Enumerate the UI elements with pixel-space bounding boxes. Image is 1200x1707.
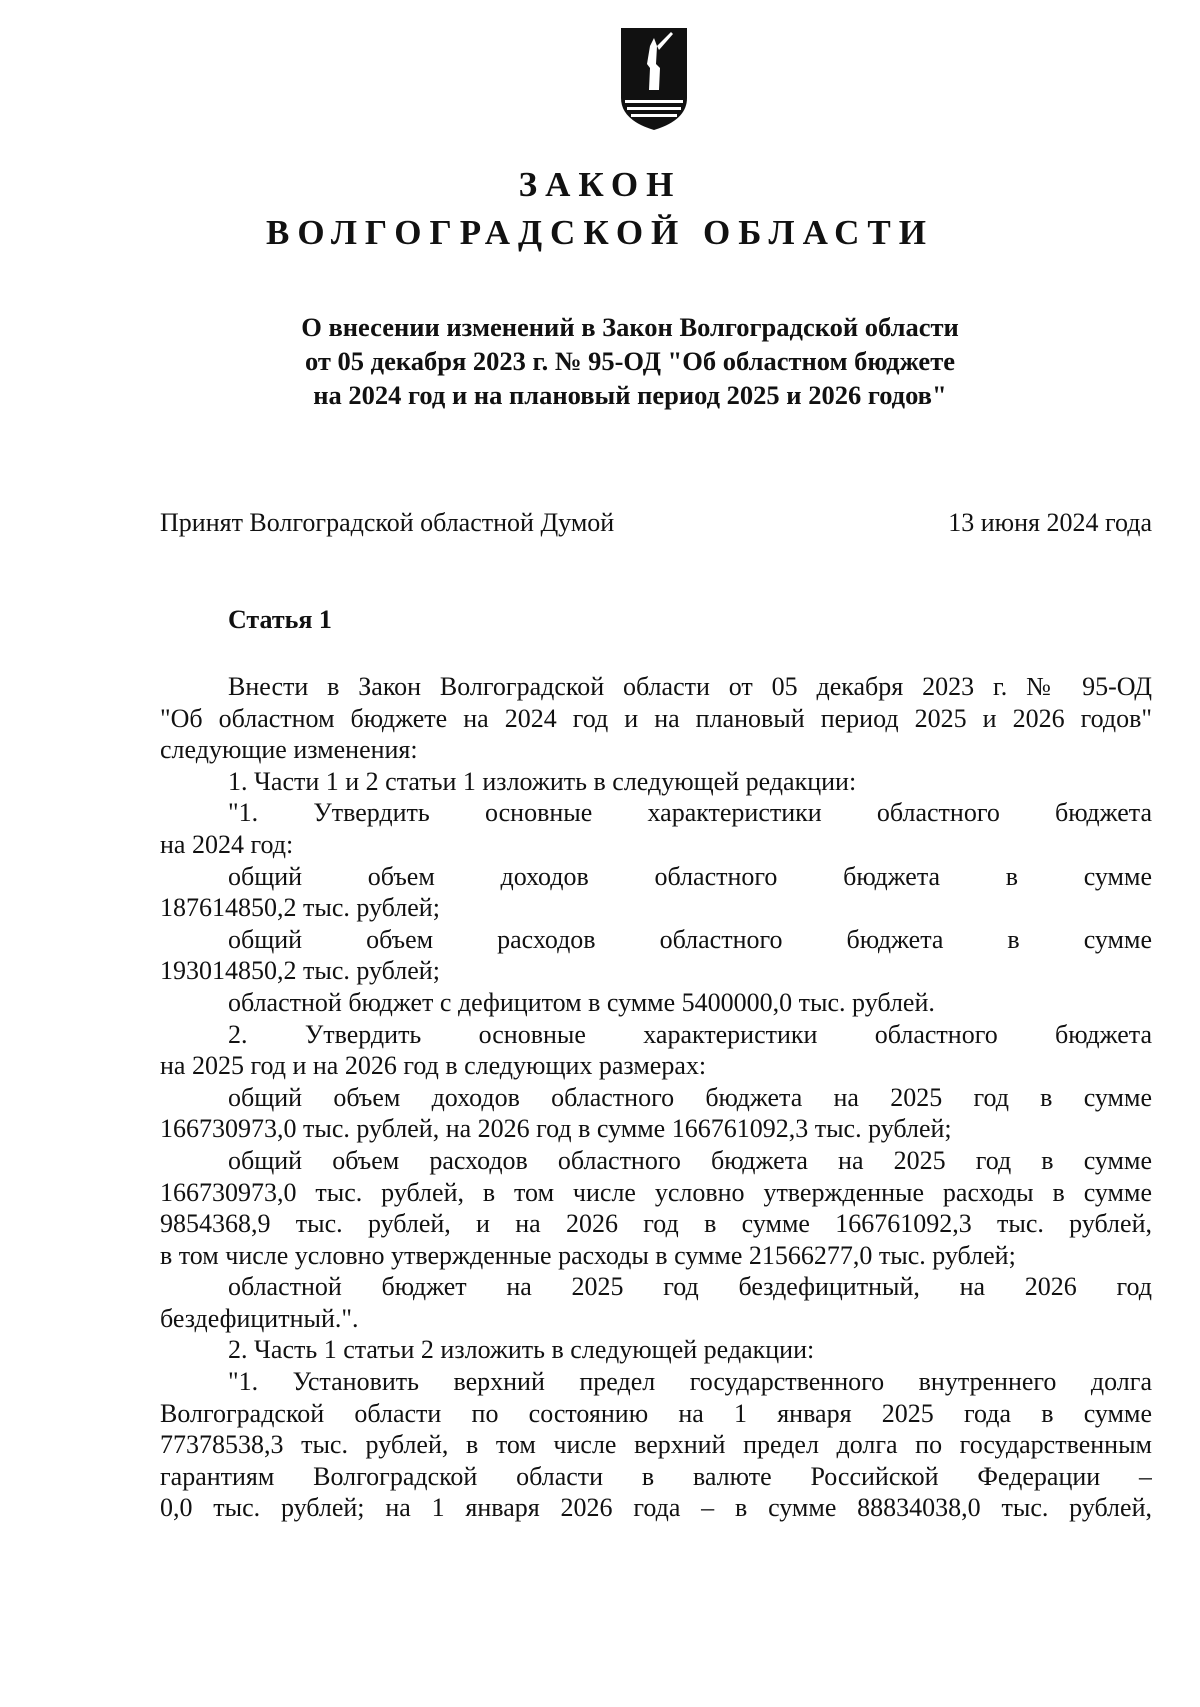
law-region: ВОЛГОГРАДСКОЙ ОБЛАСТИ — [266, 213, 934, 252]
text-line: общий объем расходов областного бюджета в сумме — [228, 924, 1152, 954]
text-line: 1. Части 1 и 2 статьи 1 изложить в следующей редакции: — [228, 766, 857, 796]
text-line: 2. Утвердить основные характеристики областного бюджета — [228, 1019, 1152, 1049]
subject-line: О внесении изменений в Закон Волгоградской области — [301, 312, 959, 342]
article-heading: Статья 1 — [228, 605, 332, 634]
text-line: 2. Часть 1 статьи 2 изложить в следующей редакции: — [228, 1335, 815, 1365]
subject-line: на 2024 год и на плановый период 2025 и 2026 годов" — [313, 380, 947, 410]
text-line: областной бюджет на 2025 год бездефицитный, на 2026 год — [228, 1272, 1152, 1302]
text-line: областной бюджет с дефицитом в сумме 5400000,0 тыс. рублей. — [228, 987, 935, 1017]
text-line: 187614850,2 тыс. рублей; — [160, 893, 440, 923]
text-line: общий объем расходов областного бюджета на 2025 год в сумме — [228, 1145, 1152, 1175]
text-line: следующие изменения: — [160, 735, 418, 765]
adoption-text: Принят Волгоградской областной Думой — [160, 508, 615, 537]
text-line: общий объем доходов областного бюджета в сумме — [228, 861, 1152, 891]
text-line: "1. Установить верхний предел государственного внутреннего долга — [228, 1367, 1152, 1397]
text-line: бездефицитный.". — [160, 1303, 359, 1333]
adoption-date: 13 июня 2024 года — [948, 508, 1152, 537]
text-line: 193014850,2 тыс. рублей; — [160, 956, 440, 986]
text-line: Внести в Закон Волгоградской области от 05 декабря 2023 г. № 95-ОД — [228, 672, 1152, 701]
text-line: Волгоградской области по состоянию на 1 января 2025 года в сумме — [160, 1398, 1152, 1428]
text-line: "Об областном бюджете на 2024 год и на плановый период 2025 и 2026 годов" — [160, 703, 1152, 733]
text-line: 77378538,3 тыс. рублей, в том числе верхний предел долга по государственным — [160, 1430, 1152, 1460]
coat-of-arms-icon — [617, 24, 691, 134]
text-line: 9854368,9 тыс. рублей, и на 2026 год в сумме 166761092,3 тыс. рублей, — [160, 1209, 1152, 1239]
text-line: "1. Утвердить основные характеристики областного бюджета — [228, 798, 1152, 828]
text-line: гарантиям Волгоградской области в валюте Российской Федерации – — [160, 1461, 1152, 1491]
text-line: 166730973,0 тыс. рублей, в том числе условно утвержденные расходы в сумме — [160, 1177, 1152, 1207]
text-line: в том числе условно утвержденные расходы в сумме 21566277,0 тыс. рублей; — [160, 1240, 1016, 1270]
article-body — [160, 671, 1152, 1524]
law-subject — [240, 310, 1020, 412]
law-title: ЗАКОН — [518, 165, 682, 204]
text-line: 0,0 тыс. рублей; на 1 января 2026 года – в сумме 88834038,0 тыс. рублей, — [160, 1493, 1152, 1523]
text-line: на 2025 год и на 2026 год в следующих размерах: — [160, 1051, 707, 1081]
text-line: на 2024 год: — [160, 829, 294, 859]
text-line: общий объем доходов областного бюджета на 2025 год в сумме — [228, 1082, 1152, 1112]
text-line: 166730973,0 тыс. рублей, на 2026 год в сумме 166761092,3 тыс. рублей; — [160, 1114, 952, 1144]
subject-line: от 05 декабря 2023 г. № 95-ОД "Об областном бюджете — [305, 346, 955, 376]
